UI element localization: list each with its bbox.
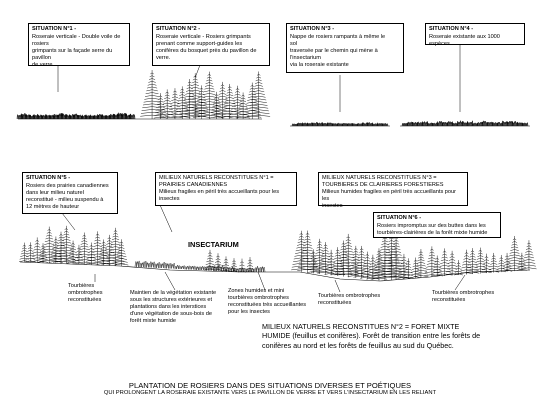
situation-6-line: Rosiers impromptus sur des buttes dans les (377, 222, 486, 229)
tourbieres-right-label (432, 290, 494, 304)
shrub-sketch (185, 266, 195, 270)
shrub-sketch (155, 262, 165, 268)
label-line: forêt mixte humide (130, 317, 177, 324)
situation-5-line: reconstitué - milieu suspendu à (26, 196, 104, 203)
shrub-sketch (129, 114, 135, 119)
tree-sketch (198, 72, 221, 119)
tree-sketch (115, 239, 129, 266)
label-line: reconstituées (432, 296, 466, 303)
situation-2-box (152, 23, 270, 66)
milieu-2-line: HUMIDE (feuillus et conifères). Forêt de transition entre les forêts de (262, 331, 481, 341)
situation-5-line: Rosiers des prairies canadiennes (26, 182, 109, 189)
situation-3-line: traversée par le chemin qui mène à (290, 47, 378, 54)
situation-3-title: SITUATION N°3 - (290, 26, 335, 32)
tree-sketch (19, 243, 30, 263)
situation-1-line: Roseraie verticale - Double voile de (32, 33, 121, 40)
label-line: pour les insectes (228, 308, 270, 315)
milieu-3-line: insectes (322, 202, 343, 209)
tree-sketch (230, 258, 238, 272)
milieu-3-line: Milieux humides fragiles en péril très accueillants pour les (322, 188, 457, 202)
label-line: ombrotrophes (68, 289, 103, 296)
shrub-sketch (145, 261, 155, 267)
tree-sketch (184, 73, 206, 119)
label-line: Zones humides et mini (228, 288, 285, 294)
situation-6-title: SITUATION N°6 - (377, 215, 422, 221)
situation-2-line: prenant comme support-guides les (156, 40, 243, 47)
tree-sketch (25, 242, 36, 262)
situation-1-box (28, 23, 130, 66)
shrub-sketch (382, 123, 388, 126)
milieu-2-line: conifères au nord et les forêts de feuillus au sud du Québec. (262, 340, 454, 350)
tree-sketch (338, 234, 359, 277)
situation-2-line: Roseraie verticale - Rosiers grimpants (156, 33, 251, 40)
label-line: reconstituées très accueillantes (228, 301, 307, 308)
situation-5-line: dans leur milieu naturel (26, 189, 84, 196)
milieu-1-box (155, 172, 297, 206)
label-line: reconstituées (318, 299, 352, 306)
shrub-sketch (195, 266, 205, 270)
situation-3-box (286, 23, 404, 73)
label-line: d'une végétation de sous-bois de (130, 310, 212, 317)
situation-2-line: conifères du bosquet près du pavillon de (156, 47, 257, 54)
shrub-sketch (165, 263, 175, 269)
tree-sketch (460, 250, 473, 275)
tourbieres-left-label (68, 283, 103, 304)
label-line: reconstituées (68, 296, 102, 303)
situation-3-line: via la roseraie existante (290, 61, 349, 68)
situation-5-title: SITUATION N°5 - (26, 175, 71, 181)
tree-sketch (373, 232, 396, 280)
label-line: plantations dans les interstices (130, 303, 207, 310)
situation-4-box (425, 23, 525, 45)
shrub-sketch (255, 266, 265, 272)
situation-4-title: SITUATION N°4 - (429, 26, 474, 32)
situation-4-line: espèces (429, 40, 450, 47)
tree-sketch (371, 248, 387, 280)
tree-sketch (517, 253, 527, 271)
tree-sketch (474, 248, 487, 274)
milieu-1-line: Milieux fragiles en péril très accueillants pour les (159, 188, 280, 195)
milieu-2-line: MILIEUX NATURELS RECONSTITUES N°2 = FORET MIXTE (262, 322, 460, 331)
milieu-2-text (262, 322, 480, 350)
tree-sketch (291, 231, 311, 272)
situation-4-line: Roseraie existante aux 1000 (429, 33, 500, 40)
milieu-3-box (318, 172, 468, 209)
caption-subtitle: QUI PROLONGENT LA ROSERAIE EXISTANTE VERS LE PAVILLON DE VERRE ET VERS L'INSECTARIUM EN LES RELIANT (103, 390, 437, 396)
situation-6-line: tourbières-clairières de la forêt mixte humide (377, 229, 488, 236)
situation-3-line: Nappe de rosiers rampants à même le (290, 33, 386, 40)
milieu-3-line: MILIEUX NATURELS RECONSTITUES N°3 = (322, 175, 437, 181)
label-line: Tourbières ombrotrophes (318, 293, 381, 299)
tree-sketch (210, 92, 224, 119)
situation-2-line: verre. (156, 54, 171, 61)
tree-sketch (106, 228, 125, 266)
label-line: Tourbières ombrotrophes (432, 290, 495, 296)
label-line: sous les structures extérieures et (130, 296, 213, 303)
tree-sketch (438, 248, 452, 276)
situation-3-line: sol (290, 40, 298, 47)
tree-sketch (506, 236, 523, 271)
situation-1-line: rosiers (32, 40, 49, 47)
tree-sketch (380, 232, 403, 280)
label-line: Tourbières (68, 283, 95, 289)
milieu-1-line: PRAIRIES CANADIENNES (159, 181, 228, 188)
situation-1-line: de verre. (32, 61, 55, 68)
situation-2-title: SITUATION N°2 - (156, 26, 201, 32)
maintien-label (130, 290, 216, 325)
milieu-1-line: MILIEUX NATURELS RECONSTITUES N°1 = (159, 175, 274, 181)
situation-6-box (373, 212, 501, 238)
caption-title: PLANTATION DE ROSIERS DANS DES SITUATIONS DIVERSES ET POÉTIQUES (128, 381, 412, 390)
shrub-sketch (175, 265, 185, 269)
insectarium-label: INSECTARIUM (188, 240, 239, 249)
milieu-1-line: insectes (159, 195, 180, 202)
situation-3-line: l'insectarium (290, 54, 321, 61)
tourbieres-mid-label (318, 293, 380, 307)
tree-sketch (247, 71, 270, 119)
tree-sketch (466, 248, 479, 274)
situation-1-line: grimpants sur la façade serre du pavillon (32, 47, 113, 61)
shrub-sketch (135, 261, 145, 267)
zones-humides-label (228, 288, 306, 316)
tree-sketch (414, 249, 429, 278)
situation-5-line: 12 mètres de hauteur (26, 203, 80, 210)
label-line: tourbières ombrotrophes (228, 294, 289, 301)
milieu-3-line: TOURBIERES DE CLAIRIERES FORESTIERES (322, 181, 444, 188)
label-line: Maintien de la végétation existante (130, 290, 217, 296)
situation-5-box (22, 172, 118, 214)
shrub-sketch (522, 123, 528, 126)
tree-sketch (521, 240, 536, 270)
situation-1-title: SITUATION N°1 - (32, 26, 77, 32)
